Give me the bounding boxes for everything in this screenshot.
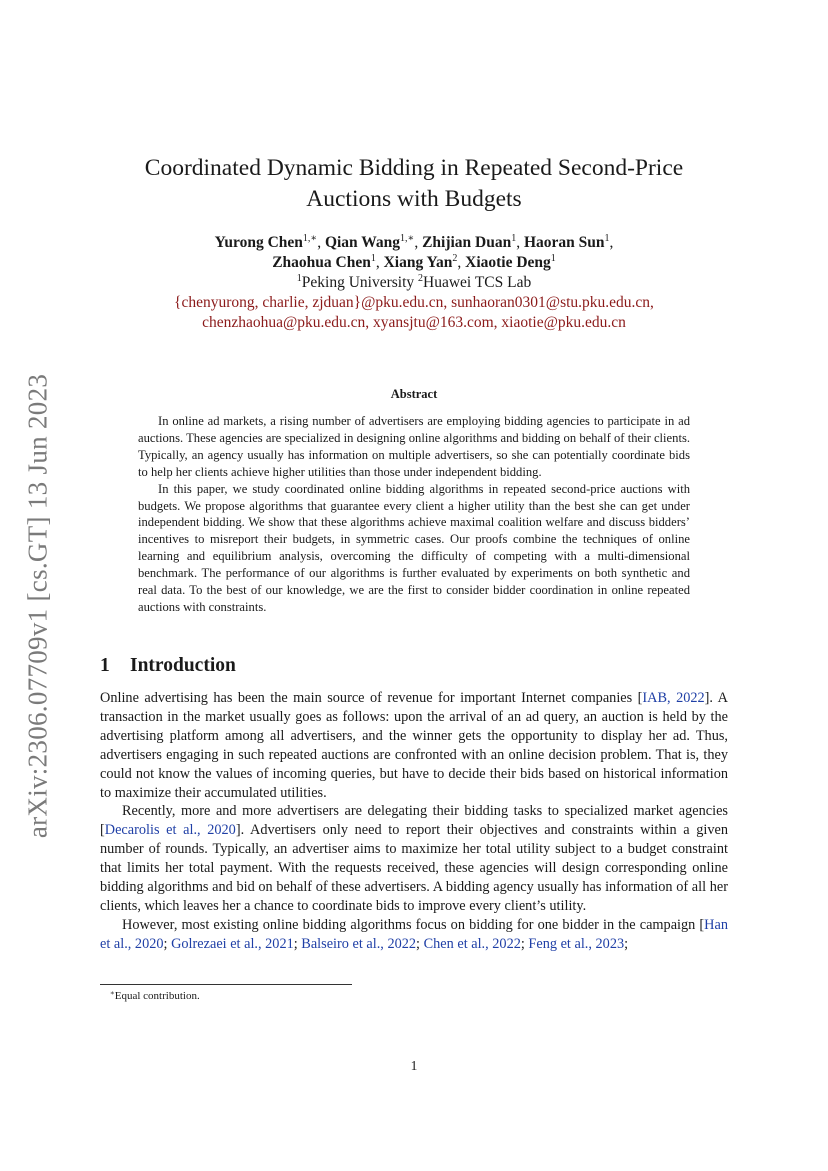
section-number: 1 <box>100 655 110 676</box>
author-affiliation-sup: 1 <box>370 253 376 264</box>
author-affiliation-sup: 1 <box>550 253 556 264</box>
author-affiliation-sup: 1,∗ <box>400 233 415 244</box>
citation-separator: ; <box>416 935 424 952</box>
abstract-heading: Abstract <box>390 387 438 401</box>
email-line-2[interactable]: chenzhaohua@pku.edu.cn, xyansjtu@163.com, xiaotie@pku.edu.cn <box>202 314 626 331</box>
abstract-paragraph: In online ad markets, a rising number of advertisers are employing bidding agencies to participate in ad auctions. These agencies are specialized in designing online algorithms and bidding on behalf of their clients. Typically, an agency usually has information on multiple advertisers, so she can potentially coordinate bids to help her clients achieve higher utilities than those under independent bidding. <box>138 414 690 479</box>
author-name: Xiang Yan <box>383 254 453 271</box>
affiliation-2: Huawei TCS Lab <box>423 274 532 291</box>
author-affiliation-sup: 1,∗ <box>302 233 318 244</box>
abstract-body <box>138 413 690 616</box>
footnote-mark: ∗ <box>110 989 115 997</box>
author-name: Zhijian Duan <box>422 234 512 251</box>
affiliation-1: Peking University <box>301 274 419 291</box>
email-line-1[interactable]: {chenyurong, charlie, zjduan}@pku.edu.cn, sunhaoran0301@stu.pku.edu.cn, <box>174 294 654 311</box>
arxiv-identifier: arXiv:2306.07709v1 [cs.GT] 13 Jun 2023 <box>22 373 53 839</box>
paper-title <box>100 153 728 215</box>
citation-link[interactable]: Decarolis et al., 2020 <box>104 822 236 839</box>
author-affiliation-sup: 1 <box>604 233 610 244</box>
citation-separator: ; <box>624 935 629 952</box>
author-separator: , <box>317 234 325 251</box>
footnote-text: Equal contribution. <box>114 990 200 1002</box>
author-block <box>100 233 728 333</box>
author-affiliation-sup: 2 <box>452 253 458 264</box>
author-line-1 <box>100 233 728 253</box>
body-paragraph <box>100 802 728 915</box>
introduction-body <box>100 689 728 954</box>
body-text: ]. Advertisers only need to report their objectives and constraints within a given number of rounds. Typically, an advertiser aims to maximize her total utility subject to a budget constraint that limits her total payment. With the requests received, these agencies will design corresponding online bidding algorithms and bid on behalf of these advertisers. A bidding agency usually has information of all her clients, which leaves her a chance to coordinate bids to improve every client’s utility. <box>100 822 728 914</box>
author-name: Yurong Chen <box>214 234 303 251</box>
author-separator: , <box>516 234 524 251</box>
citation-separator: ; <box>293 935 302 952</box>
author-separator: , <box>609 234 614 251</box>
title-line-1: Coordinated Dynamic Bidding in Repeated Second-Price <box>144 155 684 181</box>
body-text: Online advertising has been the main source of revenue for important Internet companies [ <box>100 690 643 706</box>
abstract-paragraph: In this paper, we study coordinated online bidding algorithms in repeated second-price auctions with budgets. We propose algorithms that guarantee every client a higher utility than the best she can get under independent bidding. We show that these algorithms achieve maximal coalition welfare and discuss bidders’ incentives to misreport their budgets, in symmetric cases. Our proofs combine the techniques of online learning and equilibrium analysis, overcoming the difficulty of competing with a multi-dimensional benchmark. The performance of our algorithms is further evaluated by experiments on both synthetic and real data. To the best of our knowledge, we are the first to consider bidder coordination in online repeated auctions with constraints. <box>138 481 690 614</box>
citation-separator: ; <box>163 935 172 952</box>
section-title: Introduction <box>130 655 236 676</box>
body-paragraph <box>100 916 728 954</box>
citation-link[interactable]: Balseiro et al., 2022 <box>301 935 417 952</box>
author-line-2 <box>100 253 728 273</box>
author-separator: , <box>375 254 384 271</box>
title-line-2: Auctions with Budgets <box>306 186 522 212</box>
footnote-divider <box>100 984 352 985</box>
author-separator: , <box>414 234 423 251</box>
author-affiliation-sup: 1 <box>511 233 517 244</box>
author-name: Qian Wang <box>324 234 401 251</box>
body-text: Recently, more and more advertisers are delegating their bidding tasks to specialized market agencies [ <box>100 803 728 839</box>
author-name: Haoran Sun <box>524 234 605 251</box>
citation-link[interactable]: Han et al., 2020 <box>100 916 728 952</box>
affiliation-sup: 2 <box>418 273 424 284</box>
body-paragraph <box>100 689 728 802</box>
section-heading <box>100 655 236 677</box>
citation-link[interactable]: Golrezaei et al., 2021 <box>171 935 294 952</box>
citation-link[interactable]: IAB, 2022 <box>642 690 705 706</box>
citation-link[interactable]: Chen et al., 2022 <box>423 935 521 952</box>
body-text: ]. A transaction in the market usually goes as follows: upon the arrival of an ad query, an auction is held by the advertising platform among all advertisers, and the winner gets the opportunity to display her ad. Thus, advertisers engaging in such repeated auctions are confronted with an online decision problem. That is, they could not know the values of incoming queries, but have to decide their bids based on historical information to maximize their accumulated utilities. <box>100 690 728 801</box>
author-name: Xiaotie Deng <box>465 254 551 271</box>
citation-separator: ; <box>520 935 529 952</box>
citation-link[interactable]: Feng et al., 2023 <box>528 935 625 952</box>
footnote <box>110 990 200 1002</box>
body-text: However, most existing online bidding algorithms focus on bidding for one bidder in the campaign [ <box>122 916 705 933</box>
affiliation-sup: 1 <box>296 273 302 284</box>
affiliations <box>100 273 728 293</box>
author-name: Zhaohua Chen <box>272 254 371 271</box>
author-separator: , <box>457 254 466 271</box>
page-number: 1 <box>410 1058 418 1073</box>
